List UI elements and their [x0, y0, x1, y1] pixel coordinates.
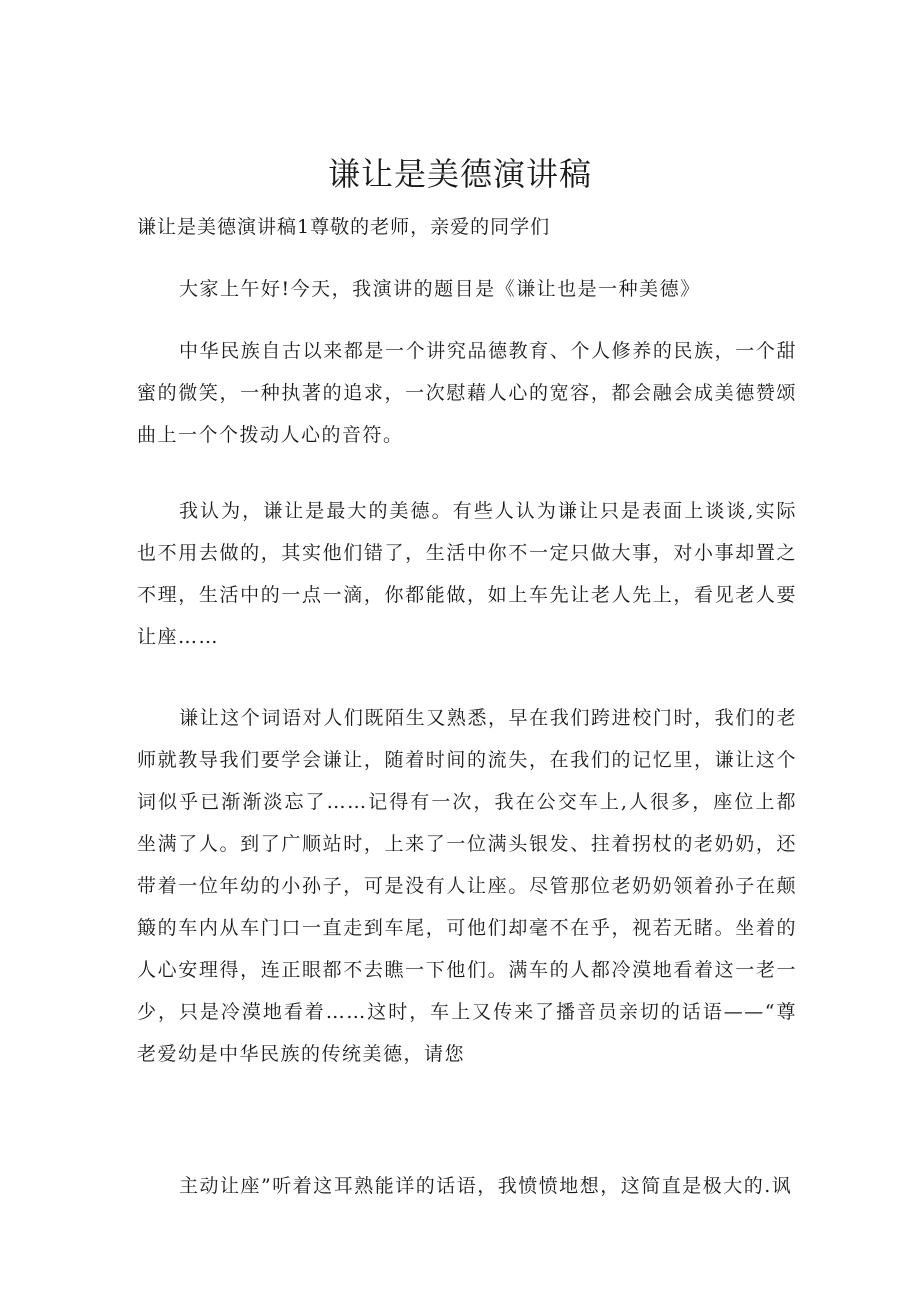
paragraph-story: 谦让这个词语对人们既陌生又熟悉，早在我们跨进校门时，我们的老师就教导我们要学会谦让，随着时间的流失，在我们的记忆里，谦让这个词似乎已渐渐淡忘了……记得有一次，我在公交车上,人很多，座位上都坐满了人。到了广顺站时，上来了一位满头银发、拄着拐杖的老奶奶，还带着一位年幼的小孙子，可是没有人让座。尽管那位老奶奶领着孙子在颠簸的车内从车门口一直走到车尾，可他们却毫不在乎，视若无睹。坐着的人心安理得，连正眼都不去瞧一下他们。满车的人都冷漠地看着这一老一少，只是冷漠地看着……这时，车上又传来了播音员亲切的话语——“尊老爱幼是中华民族的传统美德，请您 [137, 707, 797, 1065]
paragraph-greeting: 大家上午好!今天，我演讲的题目是《谦让也是一种美德》 [179, 278, 701, 300]
document-title: 谦让是美德演讲稿 [327, 155, 592, 193]
document-subtitle: 谦让是美德演讲稿1尊敬的老师，亲爱的同学们 [137, 216, 551, 238]
paragraph-continuation: 主动让座”听着这耳熟能详的话语，我愤愤地想，这简直是极大的.讽 [179, 1175, 793, 1197]
paragraph-opinion: 我认为，谦让是最大的美德。有些人认为谦让只是表面上谈谈,实际也不用去做的，其实他们错了，生活中你不一定只做大事，对小事却置之不理，生活中的一点一滴，你都能做，如上车先让老人先上，看见老人要让座…… [137, 500, 797, 648]
paragraph-intro: 中华民族自古以来都是一个讲究品德教育、个人修养的民族，一个甜蜜的微笑，一种执著的追求，一次慰藉人心的宽容，都会融会成美德赞颂曲上一个个拨动人心的音符。 [137, 340, 797, 446]
